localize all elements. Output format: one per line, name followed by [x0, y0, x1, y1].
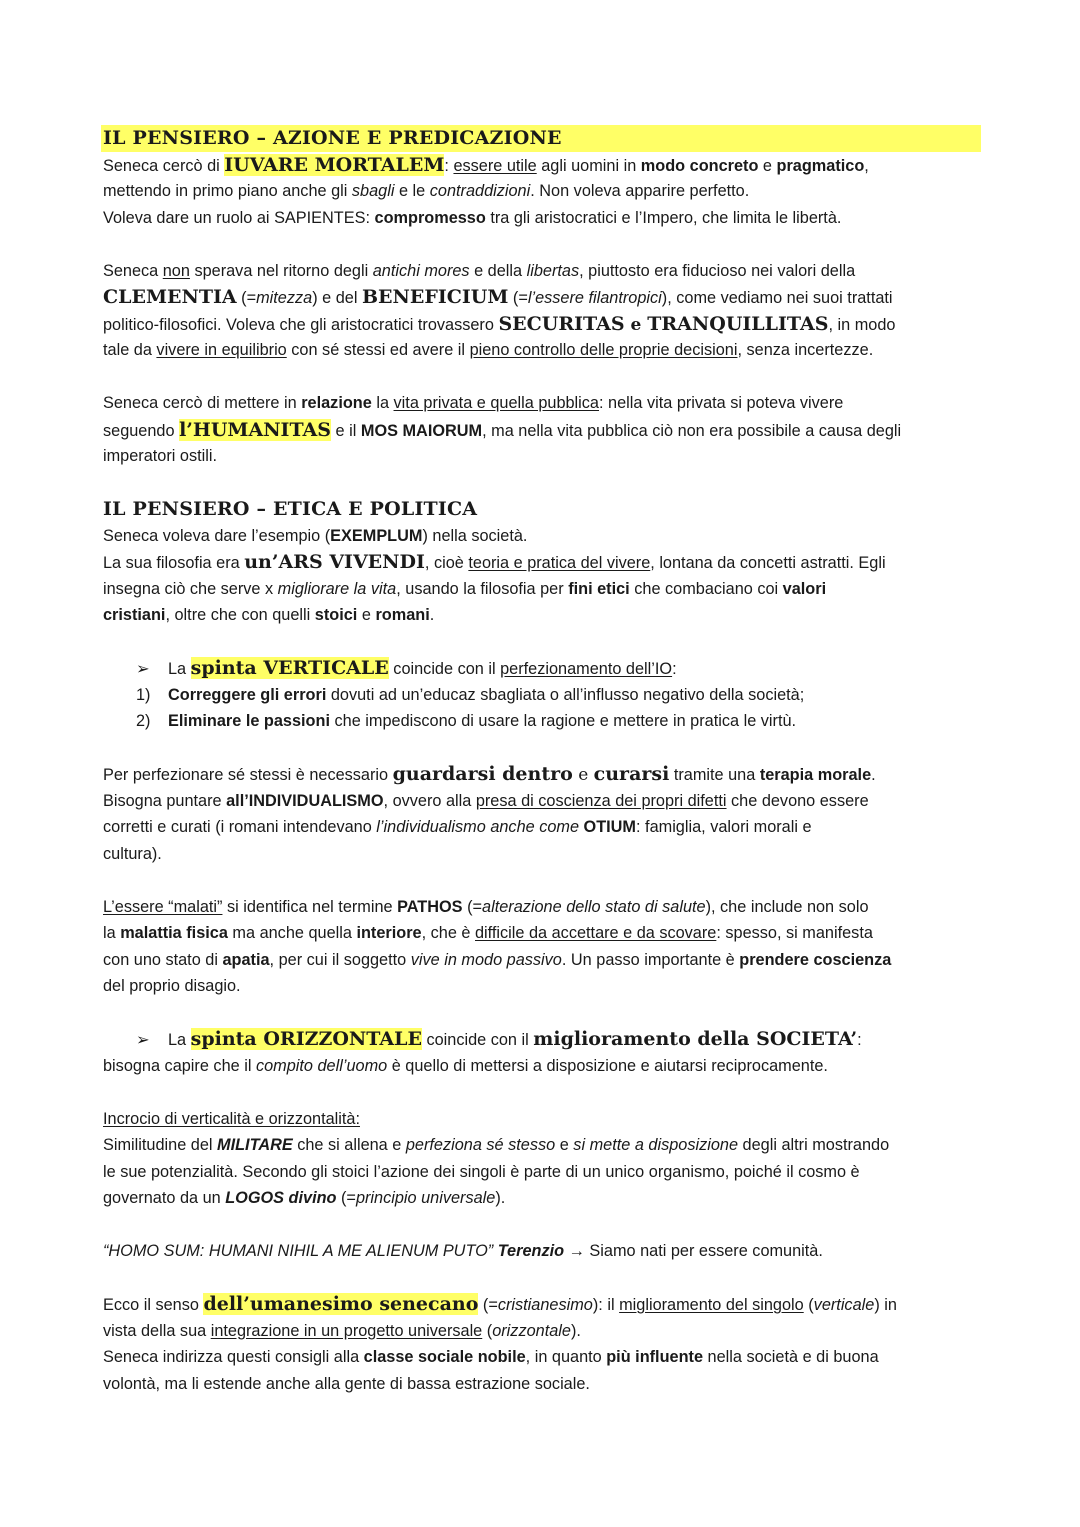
- text-span: 1): [136, 685, 151, 704]
- paragraph-gap: [103, 364, 983, 391]
- text-span: nella società e di buona: [703, 1348, 879, 1366]
- text-span: . Un passo importante è: [561, 950, 740, 969]
- text-line: [103, 1053, 983, 1080]
- paragraph-gap: [103, 1000, 983, 1027]
- text-span: La sua filosofia era: [103, 554, 245, 572]
- text-span: Bisogna puntare: [103, 791, 227, 810]
- text-span: ma anche quella: [227, 924, 357, 942]
- text-line: [103, 523, 983, 550]
- text-span: guardarsi dentro: [392, 763, 573, 785]
- text-span: e: [572, 765, 594, 785]
- text-span: apatia: [222, 950, 270, 969]
- text-line: [103, 894, 983, 921]
- text-span: che combaciano coi: [629, 579, 783, 598]
- text-span: , cioè: [424, 554, 469, 572]
- text-span: CLEMENTIA: [103, 286, 237, 308]
- text-span: vivere in equilibrio: [156, 341, 287, 359]
- text-span: IL PENSIERO – AZIONE E PREDICAZIONE: [101, 125, 981, 152]
- text-span: La: [168, 1031, 191, 1049]
- quote-line: [103, 1238, 983, 1265]
- text-span: e: [624, 314, 648, 335]
- text-line: [103, 1291, 983, 1318]
- text-span: spinta VERTICALE: [190, 657, 389, 679]
- text-span: agli uomini in: [536, 156, 641, 175]
- text-span: si mette a disposizione: [573, 1136, 739, 1154]
- text-span: , lontana da concetti astratti. Egli: [650, 554, 886, 572]
- text-line: [103, 152, 983, 179]
- text-line: [103, 390, 983, 417]
- text-span: ).: [495, 1189, 506, 1207]
- text-span: integrazione in un progetto universale: [210, 1321, 483, 1340]
- paragraph-gap: [103, 231, 983, 258]
- text-span: miglioramento della SOCIETA’: [533, 1028, 858, 1050]
- text-span: ) in: [874, 1296, 897, 1314]
- text-line: [103, 417, 983, 444]
- text-span: coincide con il: [388, 660, 501, 678]
- text-span: Seneca voleva dare l’esempio (: [103, 526, 331, 545]
- text-span: antichi mores: [372, 261, 470, 280]
- text-span: sbagli: [351, 182, 395, 200]
- text-line: [103, 761, 983, 788]
- text-span: bisogna capire che il: [103, 1056, 256, 1075]
- text-span: :: [672, 660, 677, 678]
- paragraph-gap: [103, 867, 983, 894]
- subheading: [103, 1106, 983, 1133]
- text-span: principio universale: [355, 1189, 496, 1207]
- text-span: ) nella società.: [422, 526, 528, 545]
- text-span: politico-filosofici. Voleva che gli aristocratici trovassero: [103, 315, 499, 334]
- text-line: [103, 178, 983, 205]
- text-span: classe sociale nobile: [363, 1348, 526, 1366]
- text-span: difficile da accettare e da scovare: [475, 924, 717, 942]
- text-span: PATHOS: [397, 897, 463, 916]
- text-span: vita privata e quella pubblica: [393, 394, 599, 412]
- text-span: tale da: [103, 341, 157, 359]
- text-span: miglioramento del singolo: [619, 1296, 804, 1314]
- text-span: migliorare la vita: [277, 579, 397, 598]
- text-span: , usando la filosofia per: [396, 579, 569, 598]
- text-span: tra gli aristocratici e l’Impero, che limita le libertà.: [485, 208, 842, 227]
- text-span: cristiani: [103, 606, 166, 624]
- text-span: Seneca indirizza questi consigli alla: [103, 1348, 364, 1366]
- text-span: teoria e pratica del vivere: [468, 554, 651, 572]
- text-span: compromesso: [374, 208, 486, 227]
- text-span: relazione: [301, 394, 372, 412]
- text-span: Per perfezionare sé stessi è necessario: [103, 766, 393, 784]
- text-span: con uno stato di: [103, 950, 223, 969]
- text-span: pragmatico: [776, 156, 865, 175]
- bullet-item: [103, 655, 983, 682]
- text-span: , che è: [421, 924, 475, 942]
- text-line: [103, 1159, 983, 1186]
- text-span: “HOMO SUM: HUMANI NIHIL A ME ALIENUM PUTO”: [103, 1242, 494, 1260]
- paragraph-gap: [103, 1079, 983, 1106]
- text-line: [103, 311, 983, 338]
- document-page: [103, 125, 983, 1397]
- text-span: , ma nella vita pubblica ciò non era possibile a causa degli: [482, 421, 902, 440]
- text-line: [103, 1371, 983, 1398]
- text-span: SECURITAS: [498, 312, 625, 335]
- text-span: Eliminare le passioni: [168, 712, 330, 730]
- text-span: curarsi: [593, 763, 670, 785]
- text-span: perfeziona sé stesso: [405, 1136, 556, 1154]
- arrow-bullet-icon: ➢: [136, 660, 150, 678]
- text-span: La: [168, 660, 191, 678]
- text-line: [103, 920, 983, 947]
- text-span: Voleva dare un ruolo ai SAPIENTES:: [103, 208, 375, 227]
- text-span: spinta ORIZZONTALE: [190, 1028, 422, 1050]
- text-line: [103, 1318, 983, 1345]
- text-span: (=: [462, 897, 483, 916]
- text-span: e: [357, 606, 376, 624]
- text-span: (=: [478, 1296, 498, 1314]
- text-span: Correggere gli errori: [168, 685, 327, 704]
- text-span: essere utile: [453, 156, 537, 175]
- text-span: più influente: [606, 1348, 704, 1366]
- text-span: Seneca: [103, 261, 163, 280]
- paragraph-gap: [103, 1212, 983, 1239]
- text-span: : famiglia, valori morali e: [636, 818, 812, 836]
- section-heading: [103, 125, 983, 152]
- text-span: che impediscono di usare la ragione e mettere in pratica le virtù.: [329, 712, 797, 730]
- text-span: OTIUM: [583, 818, 636, 836]
- text-span: Terenzio: [497, 1242, 565, 1260]
- text-span: (: [803, 1296, 814, 1314]
- text-span: stoici: [314, 606, 358, 624]
- text-span: e della: [469, 261, 527, 280]
- text-span: (=: [336, 1189, 356, 1207]
- text-span: un’ARS VIVENDI: [244, 551, 425, 573]
- text-span: Siamo nati per essere comunità.: [589, 1242, 823, 1260]
- text-span: (=: [236, 289, 257, 307]
- text-line: [103, 1185, 983, 1212]
- text-span: verticale: [813, 1296, 875, 1314]
- text-span: corretti e curati (i romani intendevano: [103, 818, 377, 836]
- text-span: compito dell’uomo: [255, 1056, 388, 1075]
- text-span: la: [371, 394, 394, 412]
- text-span: dovuti ad un’educaz sbagliata o all’influsso negativo della società;: [326, 685, 805, 704]
- text-line: [103, 1344, 983, 1371]
- arrow-right-icon: →: [564, 1242, 590, 1260]
- text-span: insegna ciò che serve x: [103, 579, 278, 598]
- text-span: contraddizioni: [429, 182, 531, 200]
- text-span: del proprio disagio.: [103, 977, 241, 995]
- section-heading: [103, 496, 983, 523]
- text-span: valori: [782, 579, 827, 598]
- text-span: degli altri mostrando: [738, 1136, 890, 1154]
- text-span: e: [758, 156, 777, 175]
- text-span: , ovvero alla: [383, 791, 476, 810]
- text-span: e: [555, 1136, 574, 1154]
- text-span: mitezza: [256, 289, 313, 307]
- text-span: (: [482, 1321, 493, 1340]
- text-span: MOS MAIORUM: [360, 421, 483, 440]
- text-span: dell’umanesimo senecano: [203, 1293, 479, 1315]
- paragraph-gap: [103, 629, 983, 656]
- text-span: terapia morale: [759, 766, 872, 784]
- text-line: [103, 1132, 983, 1159]
- text-line: [103, 947, 983, 974]
- text-span: Similitudine del: [103, 1136, 218, 1154]
- text-span: imperatori ostili.: [103, 447, 218, 465]
- text-line: [103, 258, 983, 285]
- text-span: (=: [508, 289, 528, 307]
- text-span: Incrocio di verticalità e orizzontalità:: [103, 1109, 360, 1128]
- text-span: :: [857, 1031, 862, 1049]
- text-line: [103, 973, 983, 1000]
- text-span: MILITARE: [217, 1136, 293, 1154]
- text-span: mettendo in primo piano anche gli: [103, 182, 352, 200]
- text-span: cristianesimo: [497, 1296, 593, 1314]
- text-span: L’essere “malati”: [103, 897, 223, 916]
- text-span: , in quanto: [525, 1348, 607, 1366]
- text-span: sperava nel ritorno degli: [189, 261, 373, 280]
- text-span: che devono essere: [726, 791, 869, 810]
- text-span: con sé stessi ed avere il: [286, 341, 470, 359]
- bullet-item: [103, 1026, 983, 1053]
- text-span: ): il: [592, 1296, 620, 1314]
- text-line: [103, 337, 983, 364]
- text-span: ), che include non solo: [705, 897, 869, 916]
- text-span: .: [429, 606, 435, 624]
- text-span: TRANQUILLITAS: [647, 312, 829, 335]
- text-span: 2): [136, 712, 151, 730]
- text-span: vista della sua: [103, 1321, 211, 1340]
- text-line: [103, 602, 983, 629]
- text-span: : nella vita privata si poteva vivere: [599, 394, 844, 412]
- text-span: , oltre che con quelli: [165, 606, 315, 624]
- text-span: libertas: [526, 261, 580, 280]
- paragraph-gap: [103, 470, 983, 497]
- text-span: alterazione dello stato di salute: [482, 897, 706, 916]
- text-span: Seneca cercò di mettere in: [103, 394, 302, 412]
- text-span: , piuttosto era fiducioso nei valori della: [579, 261, 856, 280]
- text-span: Seneca cercò di: [103, 156, 225, 175]
- text-span: .: [871, 766, 876, 784]
- text-span: ).: [570, 1321, 581, 1340]
- text-span: ), come vediamo nei suoi trattati: [661, 289, 893, 307]
- text-span: modo concreto: [640, 156, 759, 175]
- text-span: romani: [375, 606, 430, 624]
- numbered-item: [103, 708, 983, 735]
- text-line: [103, 576, 983, 603]
- arrow-bullet-icon: ➢: [136, 1031, 150, 1049]
- text-span: ) e del: [312, 289, 362, 307]
- text-span: LOGOS divino: [225, 1189, 337, 1207]
- text-span: le sue potenzialità. Secondo gli stoici l’azione dei singoli è parte di un unico organismo, poiché il cosmo è: [103, 1162, 860, 1181]
- text-line: [103, 549, 983, 576]
- text-span: ,: [864, 156, 869, 175]
- text-span: perfezionamento dell’IO: [500, 660, 673, 678]
- text-span: prendere coscienza: [739, 950, 892, 969]
- text-span: seguendo: [103, 421, 180, 440]
- text-span: fini etici: [568, 579, 630, 598]
- text-span: interiore: [356, 924, 422, 942]
- text-span: malattia fisica: [120, 924, 228, 942]
- text-span: presa di coscienza dei propri difetti: [475, 791, 727, 810]
- text-line: [103, 205, 983, 232]
- text-span: :: [444, 156, 454, 175]
- text-span: e il: [331, 421, 361, 440]
- text-span: , senza incertezze.: [737, 341, 874, 359]
- text-line: [103, 284, 983, 311]
- text-span: pieno controllo delle proprie decisioni: [469, 341, 738, 359]
- text-line: [103, 788, 983, 815]
- text-span: l’individualismo anche come: [376, 818, 584, 836]
- text-span: orizzontale: [492, 1321, 571, 1340]
- text-span: Ecco il senso: [103, 1296, 204, 1314]
- text-span: BENEFICIUM: [361, 286, 509, 308]
- text-span: è quello di mettersi a disposizione e aiutarsi reciprocamente.: [387, 1056, 828, 1075]
- text-span: all’INDIVIDUALISMO: [226, 791, 384, 810]
- text-span: : spesso, si manifesta: [716, 924, 873, 942]
- text-span: si identifica nel termine: [222, 897, 398, 916]
- text-span: , per cui il soggetto: [269, 950, 411, 969]
- text-span: governato da un: [103, 1189, 226, 1207]
- text-line: [103, 814, 983, 841]
- text-span: EXEMPLUM: [330, 526, 423, 545]
- text-span: IUVARE MORTALEM: [224, 153, 445, 176]
- text-span: volontà, ma li estende anche alla gente di bassa estrazione sociale.: [103, 1374, 590, 1393]
- text-span: l’essere filantropici: [527, 289, 662, 307]
- text-span: tramite una: [669, 766, 760, 784]
- text-span: cultura).: [103, 844, 162, 863]
- text-span: coincide con il: [421, 1031, 534, 1049]
- text-span: non: [162, 261, 190, 280]
- numbered-item: [103, 682, 983, 709]
- paragraph-gap: [103, 1265, 983, 1292]
- text-line: [103, 443, 983, 470]
- text-line: [103, 841, 983, 868]
- text-span: , in modo: [828, 315, 896, 334]
- text-span: che si allena e: [292, 1136, 406, 1154]
- text-span: l’HUMANITAS: [179, 418, 332, 441]
- text-span: vive in modo passivo: [410, 950, 562, 969]
- text-span: la: [103, 924, 121, 942]
- text-span: . Non voleva apparire perfetto.: [530, 182, 750, 200]
- text-span: IL PENSIERO – ETICA E POLITICA: [103, 498, 478, 520]
- text-span: e le: [394, 182, 430, 200]
- paragraph-gap: [103, 735, 983, 762]
